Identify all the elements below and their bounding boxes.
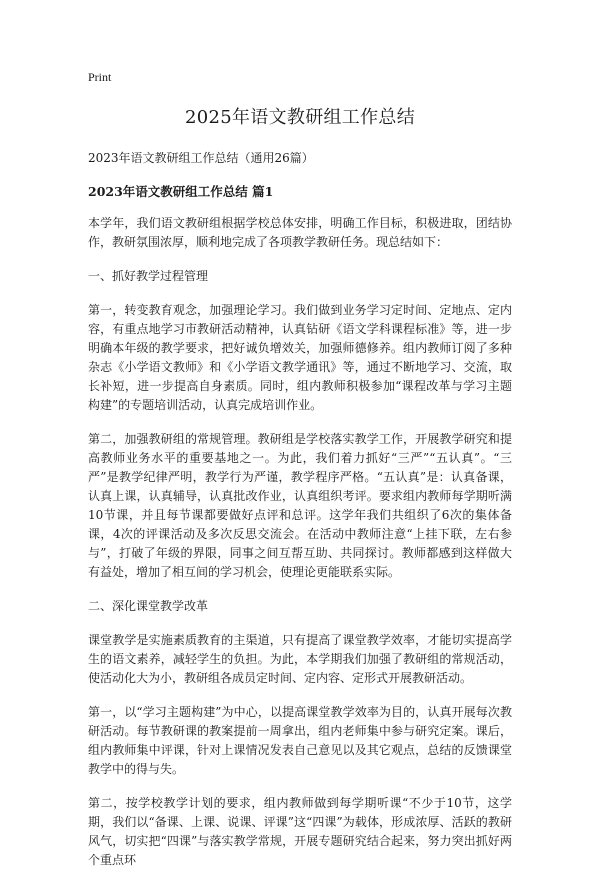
heading-classroom-reform: 二、深化课堂教学改革 — [88, 599, 209, 613]
paragraph-lesson-observation: 第二，按学校教学计划的要求，组内教师做到每学期听课“不少于10节，这学期，我们以“备课、上课、说课、评课”这“四课”为载体，形成浓厚、活跃的教研风气，切实把“四课”与落实教学常规，开展专题研究结合起来，努力突出抓好两个重点环 — [88, 796, 512, 867]
document-subtitle: 2023年语文教研组工作总结（通用26篇） — [88, 151, 314, 165]
section-title: 2023年语文教研组工作总结 篇1 — [88, 184, 274, 199]
print-label[interactable]: Print — [88, 70, 112, 84]
paragraph-theory-study: 第一，转变教育观念，加强理论学习。我们做到业务学习定时间、定地点、定内容，有重点地学习市教研活动精神，认真钻研《语文学科课程标准》等，进一步明确本年级的教学要求，把好诚负增效关，加强师德修养。组内教师订阅了多种杂志《小学语文教师》和《小学语文教学通讯》等，通过不断地学习、交流，取长补短，进一步提高自身素质。同时，组内教师积极参加“课程改革与学习主题构建”的专题培训活动，认真完成培训作业。 — [88, 303, 512, 412]
document-title: 2025年语文教研组工作总结 — [184, 107, 415, 128]
paragraph-intro: 本学年，我们语文教研组根据学校总体安排，明确工作目标，积极进取，团结协作，教研氛围浓厚，顺利地完成了各项教学教研任务。现总结如下： — [88, 216, 512, 249]
heading-teaching-management: 一、抓好教学过程管理 — [88, 269, 209, 283]
paragraph-routine-management: 第二，加强教研组的常规管理。教研组是学校落实教学工作，开展教学研究和提高教师业务水平的重要基地之一。为此，我们着力抓好“三严”“五认真”。“三严”是教学纪律严明，教学行为严谨，教学程序严格。“五认真”是：认真备课，认真上课，认真辅导，认真批改作业，认真组织考评。要求组内教师每学期听满10节课，并且每节课都要做好点评和总评。这学年我们共组织了6次的集体备课，4次的评课活动及多次反思交流会。在活动中教师注意“上挂下联，左右参与”，打破了年级的界限，同事之间互帮互助、共同探讨。教师都感到这样做大有益处，增加了相互间的学习机会，使理论更能联系实际。 — [88, 432, 512, 579]
paragraph-classroom-teaching: 课堂教学是实施素质教育的主渠道，只有提高了课堂教学效率，才能切实提高学生的语文素养，减轻学生的负担。为此，本学期我们加强了教研组的常规活动，使活动化大为小，教研组各成员定时间、定内容、定形式开展教研活动。 — [88, 633, 512, 685]
paragraph-research-activities: 第一，以“学习主题构建”为中心，以提高课堂教学效率为目的，认真开展每次教研活动。每节教研课的教案提前一周拿出，组内老师集中参与研究定案。课后，组内教师集中评课，针对上课情况发表自己意见以及其它观点，总结的反馈课堂教学中的得与失。 — [88, 705, 512, 776]
